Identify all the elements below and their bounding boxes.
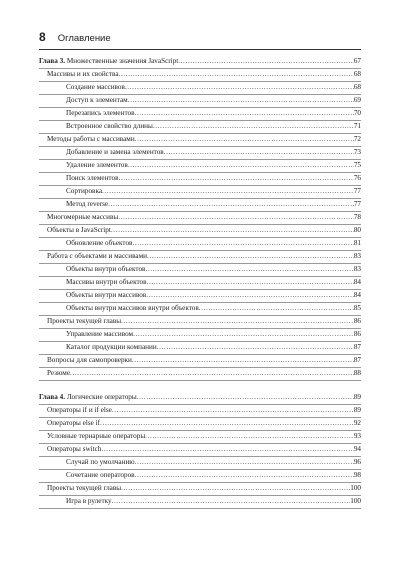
entry-title: Объекты внутри объектов [66, 265, 146, 273]
dot-leader [147, 250, 354, 263]
entry-title: Сортировка [66, 187, 103, 195]
dot-leader [145, 263, 353, 276]
dot-leader [111, 224, 354, 237]
page-ref: 83 [353, 265, 361, 273]
entry-title: Объекты внутри массивов [66, 291, 147, 299]
dot-leader [135, 469, 354, 482]
entry-title: Обновление объектов [66, 239, 133, 247]
dot-leader [133, 328, 354, 341]
dot-leader [132, 237, 353, 250]
page-header [39, 30, 361, 44]
entry-title: Массивы и их свойства [47, 70, 119, 78]
dot-leader [135, 107, 354, 120]
dot-leader [100, 417, 354, 430]
dot-leader [102, 185, 354, 198]
dot-leader [118, 211, 354, 224]
entry-title: Проекты текущей главы [47, 484, 122, 492]
toc-entry[interactable] [39, 496, 361, 509]
page-ref: 78 [353, 213, 361, 221]
page-ref: 84 [353, 291, 361, 299]
dot-leader [164, 146, 354, 159]
entry-title: Добавление и замена элементов [66, 148, 164, 156]
entry-title: Поиск элементов [66, 174, 119, 182]
entry-title: Перезапись элементов [66, 109, 135, 117]
entry-title: Работа с объектами и массивами [47, 252, 147, 260]
page-ref: 68 [353, 70, 361, 78]
page-ref: 85 [353, 304, 361, 312]
page-ref: 81 [353, 239, 361, 247]
dot-leader [119, 68, 354, 81]
page-ref: 100 [350, 497, 361, 505]
dot-leader [135, 456, 354, 469]
entry-title: Операторы if и if else [47, 406, 112, 414]
dot-leader [121, 315, 354, 328]
dot-leader [137, 391, 354, 404]
page-ref: 70 [353, 109, 361, 117]
chapter-label: Глава 4. [39, 393, 66, 401]
page-ref: 75 [353, 161, 361, 169]
dot-leader [135, 133, 354, 146]
entry-title: Объекты внутри массивов внутри объектов [66, 304, 199, 312]
entry-title: Случай по умолчанию [66, 458, 135, 466]
dot-leader [101, 443, 353, 456]
page-ref: 71 [353, 122, 361, 130]
entry-title: Операторы switch [47, 445, 102, 453]
entry-title: Массивы внутри объектов [66, 278, 147, 286]
entry-title: Вопросы для самопроверки [47, 356, 132, 364]
dot-leader [157, 341, 354, 354]
dot-leader [118, 172, 353, 185]
dot-leader [132, 354, 354, 367]
page-ref: 98 [353, 471, 361, 479]
page-ref: 92 [353, 419, 361, 427]
dot-leader [145, 430, 354, 443]
chapter-title: Множественные значения JavaScript [66, 57, 179, 65]
dot-leader [178, 55, 354, 68]
page-ref: 67 [353, 57, 361, 65]
page-number: 8 [39, 30, 46, 44]
entry-title: Резюме [47, 369, 71, 377]
dot-leader [128, 94, 354, 107]
entry-title: Проекты текущей главы [47, 317, 122, 325]
page-ref: 88 [353, 369, 361, 377]
dot-leader [112, 404, 354, 417]
dot-leader [146, 289, 354, 302]
entry-title: Игра в рулетку [66, 497, 112, 505]
entry-title: Каталог продукции компании [66, 343, 157, 351]
page-ref: 96 [353, 458, 361, 466]
page-ref: 76 [353, 174, 361, 182]
entry-title: Сочетание операторов [66, 471, 135, 479]
dot-leader [147, 276, 354, 289]
page-ref: 86 [353, 330, 361, 338]
chapter-label: Глава 3. [39, 57, 66, 65]
dot-leader [108, 198, 354, 211]
page-ref: 87 [353, 343, 361, 351]
dot-leader [121, 482, 350, 495]
entry-title: Удаление элементов [66, 161, 128, 169]
dot-leader [125, 81, 354, 94]
toc-entry[interactable] [39, 368, 361, 381]
page-ref: 86 [353, 317, 361, 325]
page-ref: 68 [353, 83, 361, 91]
entry-title: Операторы else if [47, 419, 101, 427]
toc-chapter-4 [39, 392, 361, 509]
page-ref: 89 [353, 406, 361, 414]
entry-title: Методы работы с массивами [47, 135, 135, 143]
dot-leader [153, 120, 354, 133]
dot-leader [70, 367, 354, 380]
page-ref: 69 [353, 96, 361, 104]
header-rule [39, 49, 361, 50]
dot-leader [199, 302, 354, 315]
chapter-title: Логические операторы [66, 393, 137, 401]
entry-title: Условные тернарные операторы [47, 432, 146, 440]
page-ref: 77 [353, 187, 361, 195]
page-ref: 93 [353, 432, 361, 440]
entry-title: Управление массивом [66, 330, 134, 338]
page-ref: 73 [353, 148, 361, 156]
page-ref: 94 [353, 445, 361, 453]
page-ref: 77 [353, 200, 361, 208]
page-ref: 80 [353, 226, 361, 234]
page-ref: 84 [353, 278, 361, 286]
entry-title: Многомерные массивы [47, 213, 119, 221]
toc-chapter-3 [39, 56, 361, 381]
running-head: Оглавление [57, 33, 111, 44]
page-ref: 89 [353, 393, 361, 401]
page-ref: 83 [353, 252, 361, 260]
entry-title: Встроенное свойство длины [66, 122, 153, 130]
entry-title: Объекты в JavaScript [47, 226, 111, 234]
entry-title: Доступ к элементам [66, 96, 128, 104]
entry-title: Создание массивов [66, 83, 125, 91]
page-ref: 87 [353, 356, 361, 364]
entry-title: Метод reverse [66, 200, 109, 208]
page-ref: 72 [353, 135, 361, 143]
dot-leader [112, 495, 351, 508]
page-ref: 100 [350, 484, 361, 492]
dot-leader [128, 159, 354, 172]
